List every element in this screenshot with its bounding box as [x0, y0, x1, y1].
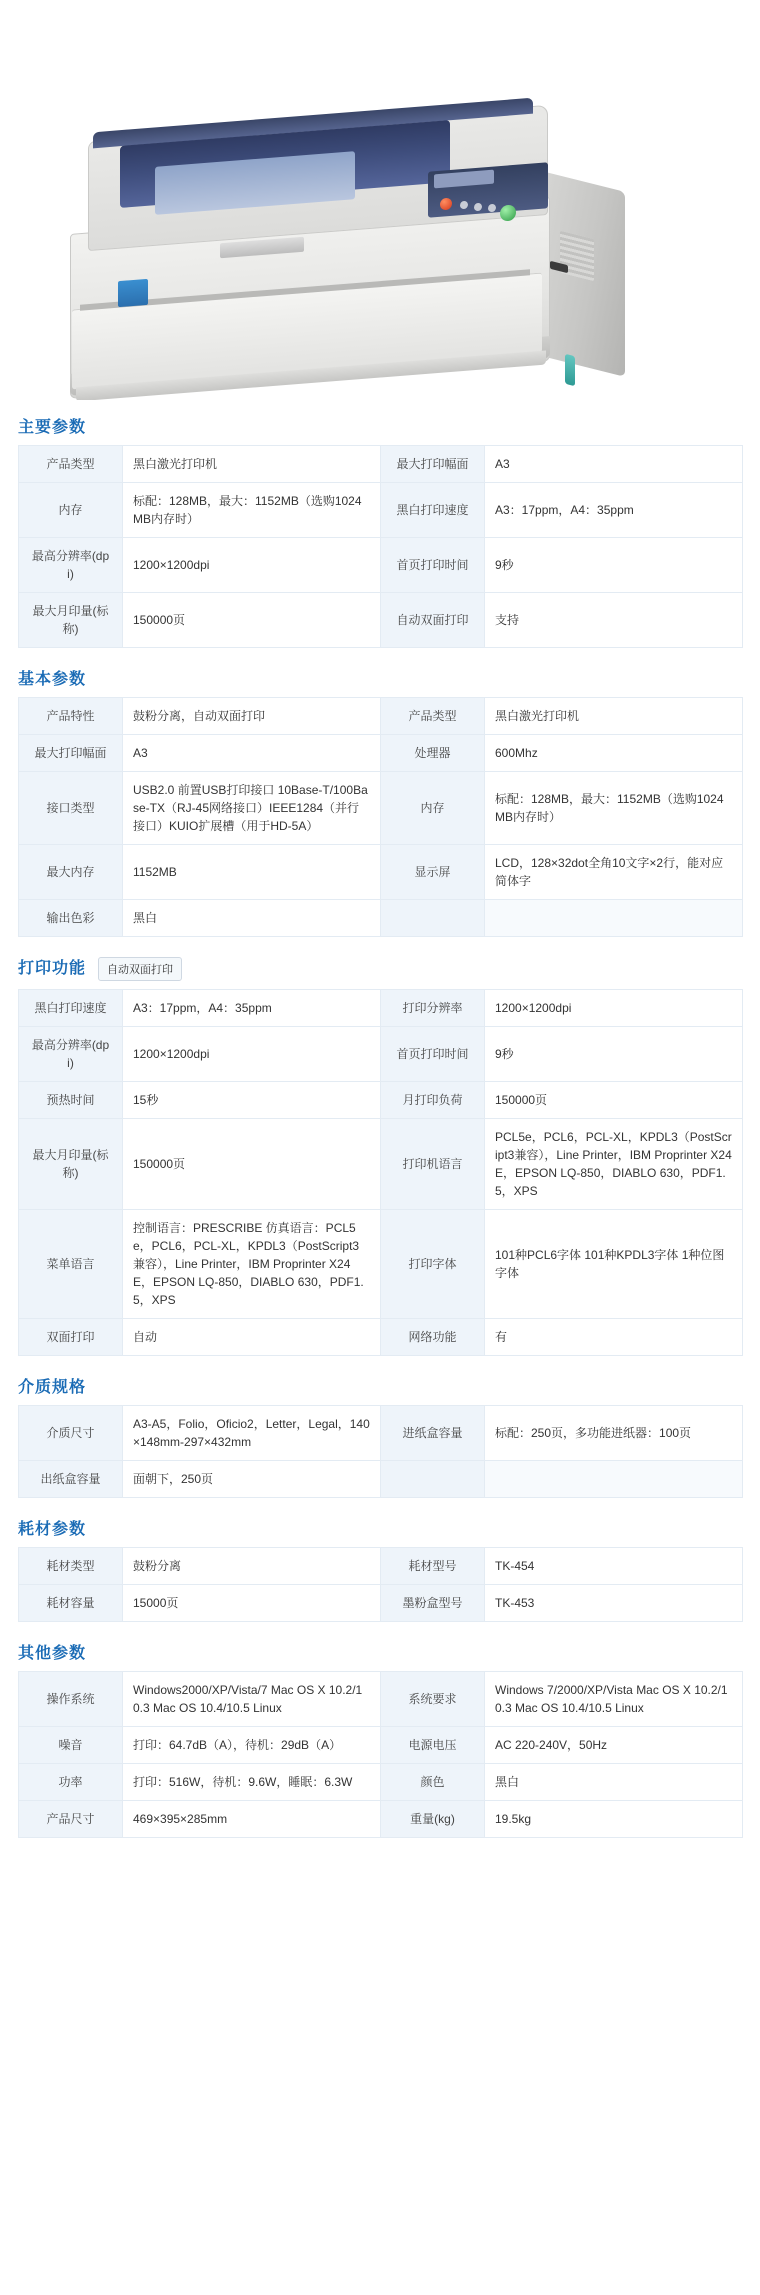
table-row [19, 1209, 743, 1318]
spec-value: AC 220-240V，50Hz [485, 1726, 743, 1763]
spec-value: 1152MB [123, 845, 381, 900]
section-title [18, 1626, 742, 1671]
table-row [19, 1726, 743, 1763]
spec-key: 最大打印幅面 [19, 735, 123, 772]
table-row [19, 900, 743, 937]
table-row [19, 1763, 743, 1800]
spec-value: 1200×1200dpi [485, 989, 743, 1026]
spec-value: PCL5e，PCL6，PCL-XL，KPDL3（PostScript3兼容），Line Printer，IBM Proprinter X24E，EPSON LQ-850，DIABLO 630，PDF1.5，XPS [485, 1118, 743, 1209]
spec-section [0, 941, 760, 1356]
table-row [19, 1118, 743, 1209]
section-title [18, 1502, 742, 1547]
spec-value: 自动 [123, 1318, 381, 1355]
spec-key: 产品类型 [381, 698, 485, 735]
table-row [19, 1800, 743, 1837]
spec-key: 墨粉盒型号 [381, 1584, 485, 1621]
spec-value: 标配：250页，多功能进纸器：100页 [485, 1405, 743, 1460]
spec-key: 最大内存 [19, 845, 123, 900]
spec-key: 最高分辨率(dpi) [19, 1026, 123, 1081]
spec-key: 打印字体 [381, 1209, 485, 1318]
section-title [18, 941, 742, 989]
table-row [19, 1405, 743, 1460]
spec-table [18, 697, 743, 937]
section-title-text: 基本参数 [18, 671, 87, 688]
spec-value: A3 [485, 446, 743, 483]
spec-value: LCD，128×32dot全角10文字×2行，能对应简体字 [485, 845, 743, 900]
spec-value: 1200×1200dpi [123, 538, 381, 593]
spec-section [0, 1360, 760, 1498]
spec-key: 首页打印时间 [381, 538, 485, 593]
spec-value: 鼓粉分离 [123, 1547, 381, 1584]
spec-key: 最大月印量(标称) [19, 593, 123, 648]
spec-value: 黑白激光打印机 [123, 446, 381, 483]
table-row [19, 845, 743, 900]
spec-value: 打印：516W，待机：9.6W，睡眠：6.3W [123, 1763, 381, 1800]
spec-key: 菜单语言 [19, 1209, 123, 1318]
table-row [19, 735, 743, 772]
spec-value: 打印：64.7dB（A），待机：29dB（A） [123, 1726, 381, 1763]
spec-key: 耗材类型 [19, 1547, 123, 1584]
spec-section [0, 1626, 760, 1838]
spec-section [0, 400, 760, 648]
spec-value: 150000页 [123, 593, 381, 648]
spec-key: 耗材型号 [381, 1547, 485, 1584]
spec-value: 150000页 [485, 1081, 743, 1118]
section-title-text: 其他参数 [18, 1644, 87, 1662]
spec-table [18, 1405, 743, 1498]
spec-section [0, 652, 760, 937]
spec-value: TK-454 [485, 1547, 743, 1584]
printer-green-tab [565, 354, 575, 386]
spec-value: 15000页 [123, 1584, 381, 1621]
table-row [19, 538, 743, 593]
table-row [19, 1547, 743, 1584]
table-row [19, 989, 743, 1026]
spec-key: 介质尺寸 [19, 1405, 123, 1460]
spec-key: 最大打印幅面 [381, 446, 485, 483]
section-title [18, 400, 742, 445]
section-title-text: 耗材参数 [18, 1520, 87, 1538]
spec-key: 产品类型 [19, 446, 123, 483]
spec-value: 黑白 [485, 1763, 743, 1800]
spec-value [485, 1460, 743, 1497]
spec-key: 产品尺寸 [19, 1800, 123, 1837]
spec-value: 19.5kg [485, 1800, 743, 1837]
section-title-text: 主要参数 [18, 419, 87, 436]
printer-energy-badge [118, 279, 148, 307]
spec-key: 出纸盒容量 [19, 1460, 123, 1497]
spec-key: 最大月印量(标称) [19, 1118, 123, 1209]
table-row [19, 446, 743, 483]
table-row [19, 1081, 743, 1118]
section-title [18, 652, 742, 697]
spec-key: 操作系统 [19, 1671, 123, 1726]
spec-key: 首页打印时间 [381, 1026, 485, 1081]
table-row [19, 1026, 743, 1081]
spec-key [381, 900, 485, 937]
spec-value: 黑白激光打印机 [485, 698, 743, 735]
spec-value: 面朝下，250页 [123, 1460, 381, 1497]
spec-value: 标配：128MB，最大：1152MB（选购1024MB内存时） [485, 772, 743, 845]
spec-value [485, 900, 743, 937]
table-row [19, 772, 743, 845]
spec-key: 重量(kg) [381, 1800, 485, 1837]
spec-key: 最高分辨率(dpi) [19, 538, 123, 593]
spec-key: 预热时间 [19, 1081, 123, 1118]
section-title-text: 介质规格 [18, 1378, 87, 1396]
spec-value: 支持 [485, 593, 743, 648]
table-row [19, 1460, 743, 1497]
spec-value[interactable]: A3 [123, 735, 381, 772]
spec-key: 月打印负荷 [381, 1081, 485, 1118]
spec-key: 系统要求 [381, 1671, 485, 1726]
spec-value: Windows2000/XP/Vista/7 Mac OS X 10.2/10.3 Mac OS 10.4/10.5 Linux [123, 1671, 381, 1726]
table-row [19, 1318, 743, 1355]
spec-key: 噪音 [19, 1726, 123, 1763]
spec-value: 600Mhz [485, 735, 743, 772]
spec-key: 内存 [19, 483, 123, 538]
spec-value: 黑白 [123, 900, 381, 937]
spec-value: USB2.0 前置USB打印接口 10Base-T/100Base-TX（RJ-45网络接口）IEEE1284（并行接口）KUIO扩展槽（用于HD-5A） [123, 772, 381, 845]
spec-value: 鼓粉分离，自动双面打印 [123, 698, 381, 735]
spec-value: A3：17ppm，A4：35ppm [123, 989, 381, 1026]
spec-key: 双面打印 [19, 1318, 123, 1355]
spec-key [381, 1460, 485, 1497]
spec-key: 进纸盒容量 [381, 1405, 485, 1460]
spec-value: TK-453 [485, 1584, 743, 1621]
spec-table [18, 1671, 743, 1838]
spec-value: A3-A5，Folio，Oficio2，Letter，Legal，140×148mm-297×432mm [123, 1405, 381, 1460]
spec-key: 输出色彩 [19, 900, 123, 937]
spec-value: Windows 7/2000/XP/Vista Mac OS X 10.2/10.3 Mac OS 10.4/10.5 Linux [485, 1671, 743, 1726]
spec-value: 150000页 [123, 1118, 381, 1209]
spec-table [18, 445, 743, 648]
spec-key: 功率 [19, 1763, 123, 1800]
spec-value: 标配：128MB，最大：1152MB（选购1024MB内存时） [123, 483, 381, 538]
spec-key: 接口类型 [19, 772, 123, 845]
spec-value: 有 [485, 1318, 743, 1355]
spec-key: 打印分辨率 [381, 989, 485, 1026]
table-row [19, 1584, 743, 1621]
spec-value: 1200×1200dpi [123, 1026, 381, 1081]
spec-key: 打印机语言 [381, 1118, 485, 1209]
table-row [19, 1671, 743, 1726]
spec-table [18, 1547, 743, 1622]
spec-key: 颜色 [381, 1763, 485, 1800]
spec-key: 产品特性 [19, 698, 123, 735]
spec-table [18, 989, 743, 1356]
section-title [18, 1360, 742, 1405]
spec-value: A3：17ppm，A4：35ppm [485, 483, 743, 538]
spec-key: 处理器 [381, 735, 485, 772]
table-row [19, 593, 743, 648]
spec-key: 自动双面打印 [381, 593, 485, 648]
spec-value: 控制语言：PRESCRIBE 仿真语言：PCL5e，PCL6，PCL-XL，KPDL3（PostScript3兼容），Line Printer，IBM Proprinter X24E，EPSON LQ-850，DIABLO 630，PDF1.5，XPS [123, 1209, 381, 1318]
spec-value: 9秒 [485, 1026, 743, 1081]
printer-illustration [60, 55, 625, 375]
product-image [0, 0, 760, 400]
spec-value: 9秒 [485, 538, 743, 593]
spec-key: 网络功能 [381, 1318, 485, 1355]
spec-value: 101种PCL6字体 101种KPDL3字体 1种位图字体 [485, 1209, 743, 1318]
spec-key: 显示屏 [381, 845, 485, 900]
spec-key: 黑白打印速度 [381, 483, 485, 538]
spec-key: 内存 [381, 772, 485, 845]
spec-section [0, 1502, 760, 1622]
spec-value: 469×395×285mm [123, 1800, 381, 1837]
section-title-text: 打印功能 [18, 960, 87, 977]
section-feature-tag: 自动双面打印 [98, 957, 182, 981]
printer-vent [560, 231, 594, 281]
spec-key: 耗材容量 [19, 1584, 123, 1621]
spec-sections [0, 400, 760, 1838]
spec-value: 15秒 [123, 1081, 381, 1118]
spec-key: 黑白打印速度 [19, 989, 123, 1026]
table-row [19, 698, 743, 735]
spec-key: 电源电压 [381, 1726, 485, 1763]
table-row [19, 483, 743, 538]
